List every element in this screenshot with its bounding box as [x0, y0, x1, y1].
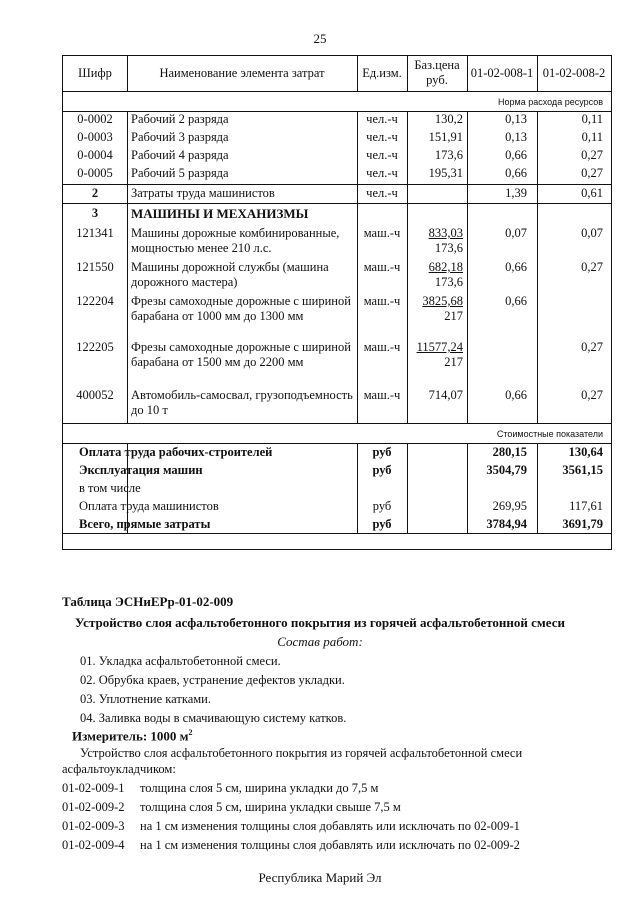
- total-v1: 280,15: [492, 445, 527, 459]
- total-name: Эксплуатация машин: [79, 463, 203, 477]
- row-name: Рабочий 3 разряда: [131, 130, 229, 144]
- row-price-bottom: 217: [444, 355, 463, 369]
- row-v1: 1,39: [505, 186, 527, 200]
- resource-table: [62, 55, 612, 550]
- row-v2: 0,61: [581, 186, 603, 200]
- total-unit: руб: [372, 463, 392, 477]
- row-code: 121341: [76, 226, 114, 240]
- row-name: Затраты труда машинистов: [131, 186, 275, 200]
- row-name: Рабочий 5 разряда: [131, 166, 229, 180]
- row-code: 0-0002: [77, 112, 113, 126]
- row-unit: маш.-ч: [363, 340, 401, 354]
- total-name: в том числе: [79, 481, 141, 495]
- table-title: Таблица ЭСНиЕРр-01-02-009: [62, 594, 234, 609]
- header-col1: 01-02-008-1: [470, 66, 534, 80]
- variant-text: толщина слоя 5 см, ширина укладки до 7,5 м: [140, 781, 379, 795]
- row-unit: чел.-ч: [366, 186, 398, 200]
- row-name: Рабочий 4 разряда: [131, 148, 229, 162]
- variant-code: 01-02-009-4: [62, 838, 125, 852]
- section-title: МАШИНЫ И МЕХАНИЗМЫ: [131, 206, 309, 221]
- total-v1: 3784,94: [486, 517, 527, 531]
- row-v2: 0,27: [581, 260, 603, 274]
- total-v2: 117,61: [569, 499, 603, 513]
- measure: [72, 728, 193, 744]
- row-unit: чел.-ч: [366, 166, 398, 180]
- row-v1: 0,13: [505, 130, 527, 144]
- row-price: 151,91: [428, 130, 463, 144]
- work-item: 03. Уплотнение катками.: [80, 692, 211, 706]
- grid-line: [407, 443, 408, 533]
- cost-label: Стоимостные показатели: [496, 429, 603, 439]
- header-col2: 01-02-008-2: [542, 66, 606, 80]
- works-heading: Состав работ:: [277, 634, 363, 649]
- norm-label: Норма расхода ресурсов: [498, 97, 603, 107]
- grid-line: [63, 184, 611, 185]
- row-v2: 0,07: [581, 226, 603, 240]
- row-v2: 0,11: [581, 130, 603, 144]
- grid-line: [63, 91, 611, 92]
- row-code: 122205: [76, 340, 114, 354]
- row-price-bottom: 173,6: [434, 275, 463, 289]
- work-item: 01. Укладка асфальтобетонной смеси.: [80, 654, 281, 668]
- variant-code: 01-02-009-3: [62, 819, 125, 833]
- measure-sup: 2: [188, 728, 193, 737]
- row-unit: маш.-ч: [363, 294, 401, 308]
- row-v1: 0,07: [505, 226, 527, 240]
- section-heading: Устройство слоя асфальтобетонного покрытия из горячей асфальтобетонной смеси: [75, 615, 565, 630]
- row-code: 121550: [76, 260, 114, 274]
- header-name: Наименование элемента затрат: [159, 66, 325, 80]
- row-name: Рабочий 2 разряда: [131, 112, 229, 126]
- row-v2: 0,27: [581, 148, 603, 162]
- row-code: 0-0004: [77, 148, 113, 162]
- row-price-top: 3825,68: [422, 294, 463, 308]
- row-price-top: 714,07: [428, 388, 463, 402]
- row-price: 130,2: [434, 112, 463, 126]
- variant-text: на 1 см изменения толщины слоя добавлять или исключать по 02-009-1: [140, 819, 520, 833]
- row-name: Фрезы самоходные дорожные с шириной барабана от 1000 мм до 1300 мм: [131, 294, 351, 323]
- grid-line: [63, 533, 611, 534]
- row-unit: маш.-ч: [363, 226, 401, 240]
- header-unit: Ед.изм.: [362, 66, 402, 80]
- header-code: Шифр: [78, 66, 112, 80]
- page-number: 25: [313, 31, 327, 46]
- row-price-top: 833,03: [428, 226, 463, 240]
- row-unit: маш.-ч: [363, 388, 401, 402]
- grid-line: [127, 111, 128, 423]
- row-name: Фрезы самоходные дорожные с шириной барабана от 1500 мм до 2200 мм: [131, 340, 351, 369]
- variant-code: 01-02-009-1: [62, 781, 125, 795]
- row-code: 0-0005: [77, 166, 113, 180]
- total-unit: руб: [372, 499, 392, 513]
- total-v1: 269,95: [492, 499, 527, 513]
- row-v2: 0,27: [581, 166, 603, 180]
- total-v2: 130,64: [568, 445, 603, 459]
- row-code: 122204: [76, 294, 114, 308]
- row-code: 0-0003: [77, 130, 113, 144]
- section-code: 3: [91, 206, 99, 220]
- row-unit: маш.-ч: [363, 260, 401, 274]
- grid-line: [63, 443, 611, 444]
- row-v2: 0,27: [581, 340, 603, 354]
- row-name: Машины дорожные комбинированные, мощностью менее 210 л.с.: [131, 226, 340, 255]
- row-price-top: 682,18: [428, 260, 463, 274]
- total-name: Всего, прямые затраты: [79, 517, 211, 531]
- work-item: 02. Обрубка краев, устранение дефектов укладки.: [80, 673, 345, 687]
- total-unit: руб: [372, 445, 392, 459]
- work-item: 04. Заливка воды в смачивающую систему катков.: [80, 711, 347, 725]
- header-price: Баз.цена руб.: [414, 58, 460, 87]
- row-v2: 0,11: [581, 112, 603, 126]
- total-v2: 3561,15: [562, 463, 603, 477]
- intro-line: асфальтоукладчиком:: [62, 762, 176, 776]
- row-unit: чел.-ч: [366, 112, 398, 126]
- row-price-top: 11577,24: [416, 340, 463, 354]
- intro-line: Устройство слоя асфальтобетонного покрытия из горячей асфальтобетонной смеси: [80, 746, 523, 760]
- total-unit: руб: [372, 517, 392, 531]
- grid-line: [63, 423, 611, 424]
- total-v1: 3504,79: [486, 463, 527, 477]
- row-code: 2: [91, 186, 99, 200]
- page-footer: Республика Марий Эл: [258, 870, 382, 885]
- row-unit: чел.-ч: [366, 148, 398, 162]
- row-name: Машины дорожной службы (машина дорожного мастера): [131, 260, 329, 289]
- variant-text: толщина слоя 5 см, ширина укладки свыше 7,5 м: [140, 800, 401, 814]
- total-v2: 3691,79: [562, 517, 603, 531]
- row-code: 400052: [76, 388, 114, 402]
- row-v1: 0,66: [505, 388, 527, 402]
- row-v1: 0,66: [505, 294, 527, 308]
- row-unit: чел.-ч: [366, 130, 398, 144]
- variant-text: на 1 см изменения толщины слоя добавлять или исключать по 02-009-2: [140, 838, 520, 852]
- grid-line: [407, 56, 408, 91]
- row-v2: 0,27: [581, 388, 603, 402]
- measure-text: Измеритель: 1000 м: [72, 728, 189, 744]
- total-name: Оплата труда рабочих-строителей: [79, 445, 273, 459]
- row-price: 195,31: [428, 166, 463, 180]
- variant-code: 01-02-009-2: [62, 800, 125, 814]
- row-v1: 0,66: [505, 148, 527, 162]
- row-v1: 0,13: [505, 112, 527, 126]
- row-name: Автомобиль-самосвал, грузоподъемность до 10 т: [131, 388, 353, 417]
- row-price-bottom: 173,6: [434, 241, 463, 255]
- total-name: Оплата труда машинистов: [79, 499, 219, 513]
- row-price-bottom: 217: [444, 309, 463, 323]
- grid-line: [63, 203, 611, 204]
- row-v1: 0,66: [505, 260, 527, 274]
- row-price: 173,6: [434, 148, 463, 162]
- row-v1: 0,66: [505, 166, 527, 180]
